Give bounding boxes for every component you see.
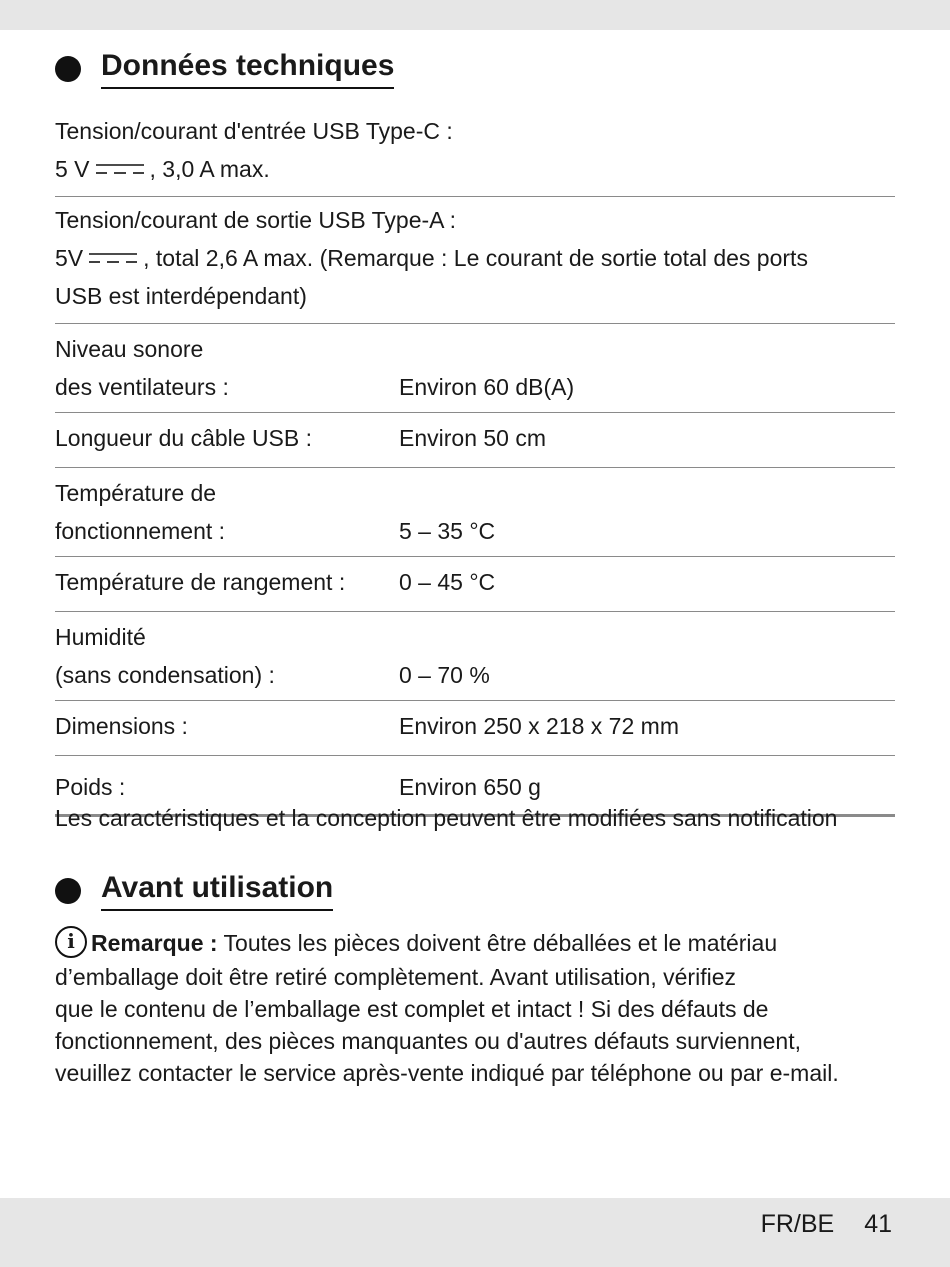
top-band [0,0,950,30]
spec-label-line: des ventilateurs : [55,374,229,400]
spec-label [55,618,399,694]
remark-line: que le contenu de l’emballage est complet et intact ! Si des défauts de [55,995,769,1022]
spec-label-line: Humidité [55,624,146,650]
spec-usb-a [55,197,895,324]
spec-value-continuation: USB est interdépendant) [55,283,307,309]
remark-line: d’emballage doit être retiré complètement. Avant utilisation, vérifiez [55,963,736,990]
dc-current-icon [87,251,139,265]
spec-value: Environ 650 g [399,774,541,800]
spec-value-suffix: , total 2,6 A max. (Remarque : Le courant de sortie total des ports [143,245,808,271]
spec-row-storage-temp [55,557,895,612]
spec-value: Environ 60 dB(A) [399,374,575,400]
page-footer [761,1210,892,1239]
remark-line: fonctionnement, des pièces manquantes ou d'autres défauts surviennent, [55,1027,801,1054]
remark-line [55,927,905,961]
section-title: Données techniques [101,48,394,89]
spec-row-humidity [55,612,895,701]
spec-label-line: Niveau sonore [55,336,204,362]
spec-value-prefix: 5V [55,245,84,271]
spec-value [55,150,895,188]
section-title: Avant utilisation [101,870,333,911]
spec-label: Température de rangement : [55,569,346,595]
specs-table [55,112,895,817]
spec-change-note: Les caractéristiques et la conception peuvent être modifiées sans notification [55,805,838,831]
dc-current-icon [94,162,146,176]
spec-row-operating-temp [55,468,895,557]
spec-value: Environ 50 cm [399,425,547,451]
spec-row-cable-length [55,413,895,468]
bullet-icon [55,878,81,904]
bullet-icon [55,56,81,82]
spec-value: 5 – 35 °C [399,518,496,544]
spec-label: Longueur du câble USB : [55,425,313,451]
spec-row-dimensions [55,701,895,756]
spec-usb-c [55,112,895,197]
info-icon: i [55,926,87,958]
remark-paragraph [55,927,905,1089]
spec-value-suffix: , 3,0 A max. [149,156,270,182]
page-number: 41 [864,1210,892,1238]
section-heading-technical-data [55,48,394,89]
spec-value: 0 – 45 °C [399,569,496,595]
section-heading-before-use [55,870,333,911]
remark-text: Toutes les pièces doivent être déballées et le matériau [217,930,778,956]
spec-label: Tension/courant d'entrée USB Type-C : [55,118,453,144]
spec-label: Dimensions : [55,713,188,739]
spec-value-prefix: 5 V [55,156,90,182]
spec-label-line: Température de [55,480,217,506]
remark-line: veuillez contacter le service après-vente indiqué par téléphone ou par e-mail. [55,1059,839,1086]
spec-value [55,239,895,277]
spec-label-line: fonctionnement : [55,518,226,544]
spec-label [55,474,399,550]
remark-label: Remarque : [91,930,218,956]
spec-row-fan-noise [55,324,895,413]
footer-language: FR/BE [760,1210,835,1238]
spec-label: Poids : [55,774,126,800]
spec-label [55,330,399,406]
spec-value: Environ 250 x 218 x 72 mm [399,713,679,739]
spec-label-line: (sans condensation) : [55,662,275,688]
spec-label: Tension/courant de sortie USB Type-A : [55,207,457,233]
spec-value: 0 – 70 % [399,662,490,688]
